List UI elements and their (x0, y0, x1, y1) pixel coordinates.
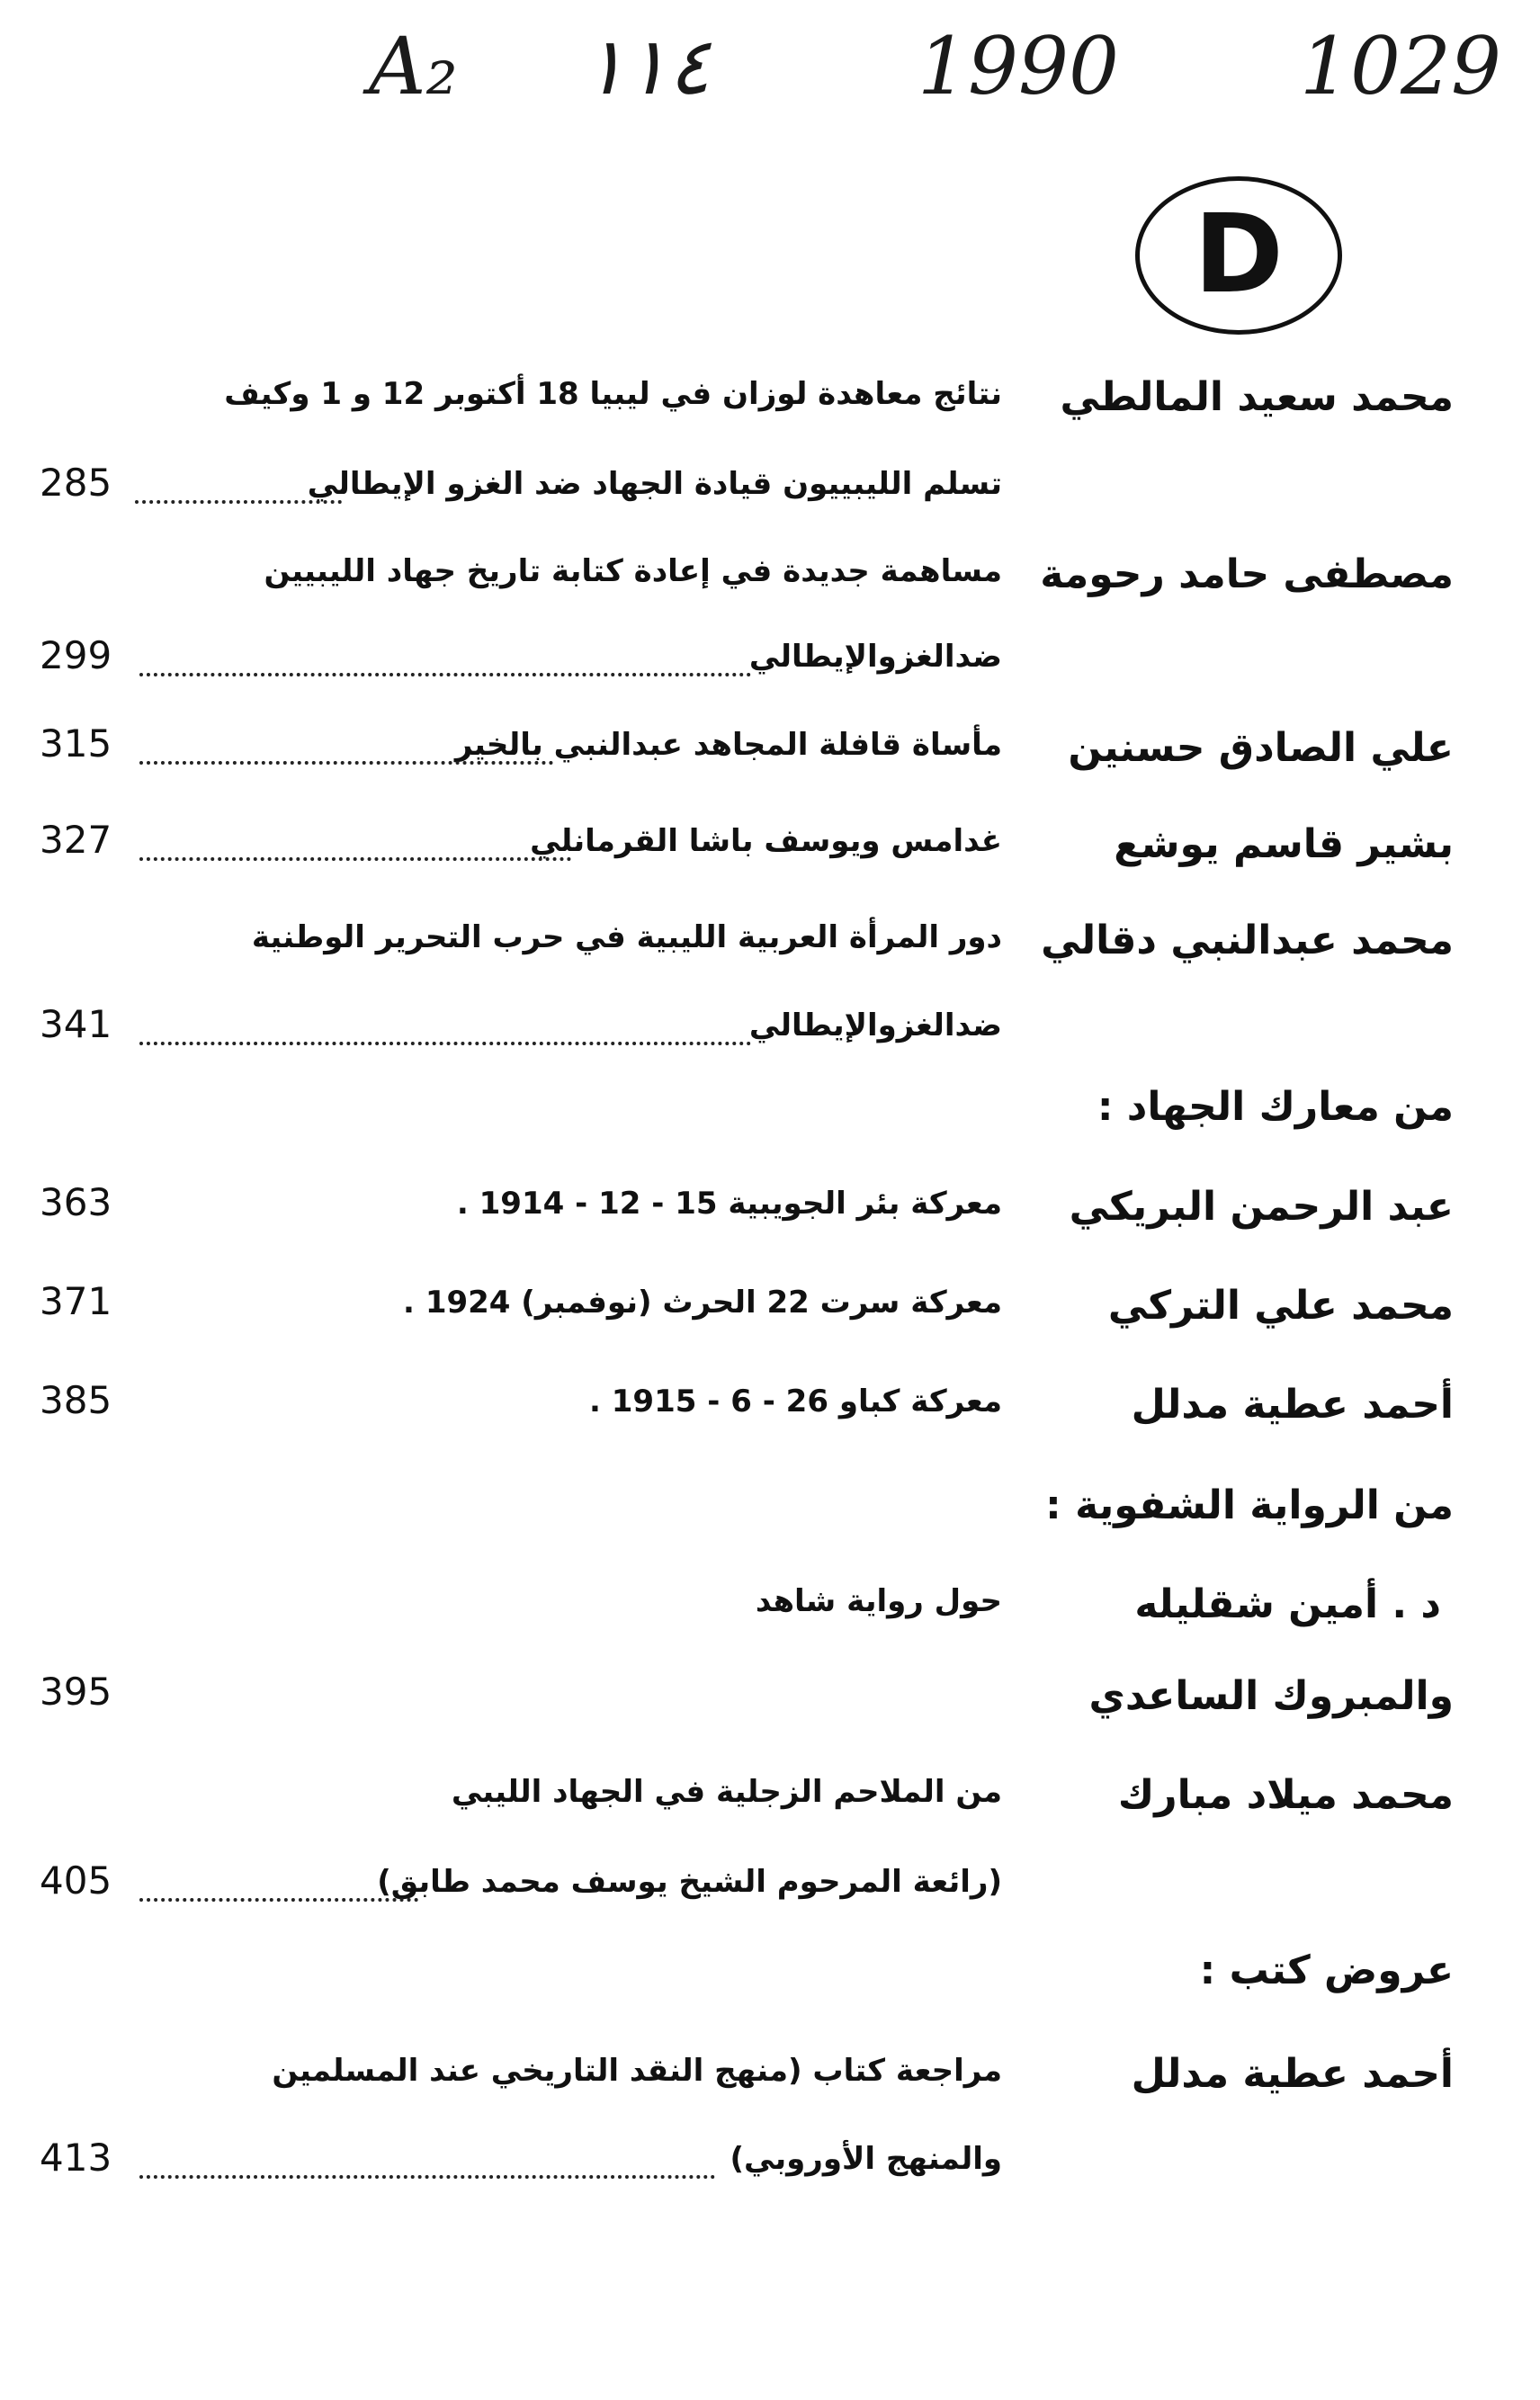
toc-page-number: 285 (40, 461, 112, 505)
toc-title: دور المرأة العربية الليبية في حرب التحرير الوطنية (251, 919, 1002, 955)
toc-entry (0, 544, 1540, 616)
toc-author: والمبروك الساعدي (1088, 1673, 1454, 1719)
toc-title: حول رواية شاهد (755, 1583, 1002, 1619)
toc-title: غدامس ويوسف باشا القرمانلي (530, 823, 1002, 859)
section-heading: من معارك الجهاد : (1097, 1084, 1454, 1130)
toc-entry (0, 2044, 1540, 2116)
toc-entry (0, 367, 1540, 439)
toc-title: معركة بئر الجويبية 15 - 12 - 1914 . (456, 1186, 1002, 1222)
toc-entry (0, 910, 1540, 982)
toc-author: د . أمين شقليله (1134, 1581, 1441, 1627)
toc-author: محمد عبدالنبي دقالي (1041, 918, 1454, 963)
toc-entry (0, 1177, 1540, 1249)
leader-dots (139, 1011, 751, 1045)
toc-title: ضدالغزوالإيطالي (748, 639, 1002, 675)
toc-page-number: 363 (40, 1180, 112, 1224)
leader-dots (139, 642, 751, 676)
toc-title: نتائج معاهدة لوزان في ليبيا 18 أكتوبر 12 و 1 وكيف (224, 376, 1002, 412)
toc-author: أحمد عطية مدلل (1131, 2051, 1454, 2097)
toc-title: مساهمة جديدة في إعادة كتابة تاريخ جهاد الليبيين (264, 553, 1002, 589)
toc-entry-continued (0, 2132, 1540, 2204)
toc-page-number: 327 (40, 818, 112, 862)
toc-page-number: 371 (40, 1279, 112, 1323)
toc-author: علي الصادق حسنين (1068, 725, 1454, 771)
toc-page-number: 385 (40, 1378, 112, 1422)
handwritten-call-class: ١١٤ (583, 20, 711, 112)
toc-title: مراجعة كتاب (منهج النقد التاريخي عند المسلمين (272, 2053, 1002, 2089)
toc-title: تسلم الليبييون قيادة الجهاد ضد الغزو الإيطالي (307, 466, 1002, 502)
toc-author: عبد الرحمن البريكي (1069, 1184, 1454, 1230)
toc-title: معركة سرت 22 الحرث (نوفمبر) 1924 . (403, 1285, 1002, 1321)
leader-dots (139, 827, 571, 861)
toc-entry (0, 1574, 1540, 1646)
section-heading: من الرواية الشفوية : (1045, 1482, 1454, 1528)
toc-entry (0, 718, 1540, 790)
toc-author: أحمد عطية مدلل (1131, 1382, 1454, 1428)
leader-dots (139, 1867, 418, 1902)
toc-author: محمد سعيد المالطي (1060, 374, 1454, 420)
toc-page-number: 395 (40, 1670, 112, 1714)
handwritten-number: 1029 (1300, 20, 1501, 112)
toc-entry (0, 1765, 1540, 1837)
toc-page-number: 299 (40, 633, 112, 677)
toc-entry-continued (0, 457, 1540, 529)
toc-entry-continued (0, 630, 1540, 702)
toc-author: محمد ميلاد مبارك (1117, 1772, 1454, 1818)
toc-page-number: 413 (40, 2136, 112, 2180)
leader-dots (139, 2145, 715, 2179)
handwritten-year: 1990 (918, 20, 1119, 112)
leader-dots (139, 730, 553, 765)
toc-page-number: 315 (40, 721, 112, 766)
toc-title: من الملاحم الزجلية في الجهاد الليبي (451, 1774, 1002, 1810)
toc-author: محمد علي التركي (1107, 1283, 1454, 1329)
toc-title: (رائعة المرحوم الشيخ يوسف محمد طابق) (377, 1864, 1002, 1900)
toc-title: ضدالغزوالإيطالي (748, 1007, 1002, 1043)
toc-title: والمنهج الأوروبي) (730, 2141, 1002, 2177)
toc-entry-continued (0, 999, 1540, 1070)
toc-author: مصطفى حامد رحومة (1040, 551, 1454, 597)
toc-entry (0, 814, 1540, 886)
stamp-letter: D (1194, 193, 1284, 318)
toc-entry-continued (0, 1666, 1540, 1738)
handwritten-call-letter: A₂ (369, 20, 458, 112)
toc-entry (0, 1375, 1540, 1446)
toc-title: مأساة قافلة المجاهد عبدالنبي بالخير (454, 727, 1002, 763)
toc-page-number: 341 (40, 1002, 112, 1046)
section-heading: عروض كتب : (1199, 1948, 1454, 1993)
toc-title: معركة كباو 26 - 6 - 1915 . (588, 1384, 1002, 1419)
toc-entry-continued (0, 1855, 1540, 1927)
toc-entry (0, 1276, 1540, 1348)
circled-stamp (1135, 176, 1342, 335)
toc-author: بشير قاسم يوشع (1114, 821, 1454, 867)
leader-dots (135, 470, 342, 504)
toc-page-number: 405 (40, 1858, 112, 1903)
